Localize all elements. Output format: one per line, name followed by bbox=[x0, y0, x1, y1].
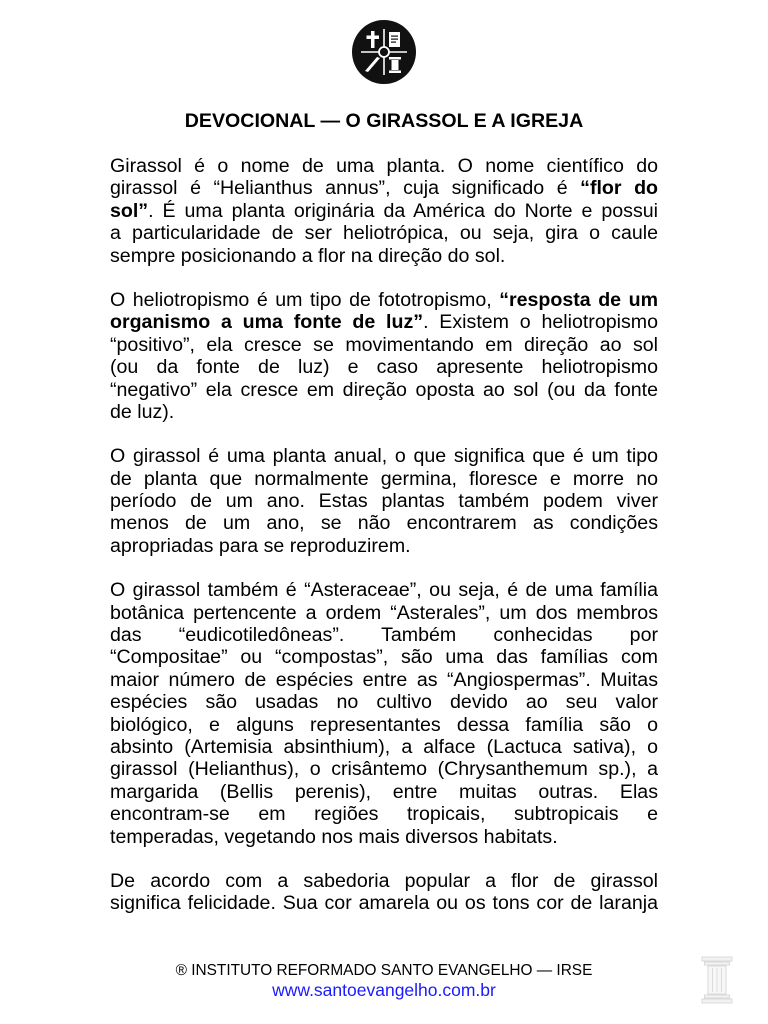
line-text: de luz). bbox=[110, 400, 175, 423]
text-line bbox=[110, 155, 658, 177]
text-line bbox=[110, 445, 658, 467]
line-text: botânica pertencente a ordem “Asterales”, um dos membros bbox=[110, 601, 658, 624]
text-line bbox=[110, 490, 658, 512]
line-text: Girassol é o nome de uma planta. O nome científico do bbox=[110, 155, 658, 177]
line-text: menos de um ano, se não encontrarem as condições bbox=[110, 512, 658, 535]
line-text: a particularidade de ser heliotrópica, ou seja, gira o caule bbox=[110, 222, 658, 245]
line-text: O heliotropismo é um tipo de fototropismo, bbox=[110, 288, 500, 311]
bold-emphasis: organismo a uma fonte de luz” bbox=[110, 311, 424, 334]
line-text: absinto (Artemisia absinthium), a alface (Lactuca sativa), o bbox=[110, 735, 658, 758]
paragraph-3 bbox=[110, 445, 658, 557]
bold-emphasis: sol” bbox=[110, 199, 149, 222]
institute-emblem-icon bbox=[352, 20, 416, 84]
text-line bbox=[110, 379, 658, 401]
line-text: girassol (Helianthus), o crisântemo (Chrysanthemum sp.), a bbox=[110, 758, 658, 781]
paragraph-4 bbox=[110, 579, 658, 848]
line-text: sempre posicionando a flor na direção do sol. bbox=[110, 244, 506, 267]
text-line bbox=[110, 624, 658, 646]
line-text: período de um ano. Estas plantas também podem viver bbox=[110, 490, 658, 513]
paragraph-1 bbox=[110, 155, 658, 267]
line-text: margarida (Bellis perenis), entre muitas outras. Elas bbox=[110, 780, 658, 803]
text-line bbox=[110, 512, 658, 534]
text-line bbox=[110, 177, 658, 199]
line-text: temperadas, vegetando nos mais diversos habitats. bbox=[110, 825, 558, 848]
line-text: de planta que normalmente germina, floresce e morre no bbox=[110, 467, 658, 490]
paragraph-5 bbox=[110, 870, 658, 915]
devotional-body bbox=[110, 155, 658, 937]
text-line bbox=[110, 758, 658, 780]
text-line bbox=[110, 669, 658, 691]
line-text: apropriadas para se reproduzirem. bbox=[110, 534, 411, 557]
line-text: espécies são usadas no cultivo devido ao seu valor bbox=[110, 691, 658, 714]
text-line bbox=[110, 736, 658, 758]
line-text: “negativo” ela cresce em direção oposta ao sol (ou da fonte bbox=[110, 378, 658, 401]
text-line bbox=[110, 691, 658, 713]
line-text: girassol é “Helianthus annus”, cuja significado é bbox=[110, 177, 581, 200]
line-text: significa felicidade. Sua cor amarela ou os tons cor de laranja bbox=[110, 892, 658, 915]
text-line bbox=[110, 222, 658, 244]
text-line bbox=[110, 468, 658, 490]
line-text: maior número de espécies entre as “Angiospermas”. Muitas bbox=[110, 668, 658, 691]
text-line bbox=[110, 356, 658, 378]
footer-link-row bbox=[0, 980, 768, 1000]
line-text: biológico, e alguns representantes dessa família são o bbox=[110, 713, 658, 736]
text-line bbox=[110, 334, 658, 356]
text-line bbox=[110, 646, 658, 668]
text-line bbox=[110, 870, 658, 892]
text-line bbox=[110, 803, 658, 825]
footer-institute-name: ® INSTITUTO REFORMADO SANTO EVANGELHO — IRSE bbox=[175, 962, 593, 979]
text-line bbox=[110, 826, 658, 848]
bold-emphasis: “resposta de um bbox=[499, 288, 658, 311]
text-line bbox=[110, 714, 658, 736]
text-line bbox=[110, 535, 658, 557]
text-line bbox=[110, 781, 658, 803]
text-line bbox=[110, 602, 658, 624]
line-text: das “eudicotiledôneas”. Também conhecidas por bbox=[110, 624, 658, 647]
text-line bbox=[110, 289, 658, 311]
text-line bbox=[110, 579, 658, 601]
paragraph-2 bbox=[110, 289, 658, 423]
page-title: DEVOCIONAL — O GIRASSOL E A IGREJA bbox=[184, 110, 584, 132]
line-text: O girassol é uma planta anual, o que significa que é um tipo bbox=[110, 445, 658, 468]
line-text: encontram-se em regiões tropicais, subtropicais e bbox=[110, 803, 658, 826]
website-link[interactable]: www.santoevangelho.com.br bbox=[272, 980, 496, 1000]
line-text: (ou da fonte de luz) e caso apresente heliotropismo bbox=[110, 356, 658, 379]
line-text: “positivo”, ela cresce se movimentando em direção ao sol bbox=[110, 333, 658, 356]
line-text: O girassol também é “Asteraceae”, ou seja, é de uma família bbox=[110, 579, 658, 602]
text-line bbox=[110, 200, 658, 222]
text-line bbox=[110, 401, 658, 423]
pillar-icon bbox=[700, 955, 734, 1005]
text-line bbox=[110, 245, 658, 267]
bold-emphasis: “flor do bbox=[580, 177, 659, 200]
line-text: De acordo com a sabedoria popular a flor de girassol bbox=[110, 869, 658, 892]
line-text: “Compositae” ou “compostas”, são uma das famílias com bbox=[110, 646, 658, 669]
text-line bbox=[110, 892, 658, 914]
line-text: . É uma planta originária da América do Norte e possui bbox=[148, 199, 658, 222]
text-line bbox=[110, 311, 658, 333]
line-text: . Existem o heliotropismo bbox=[423, 311, 658, 334]
